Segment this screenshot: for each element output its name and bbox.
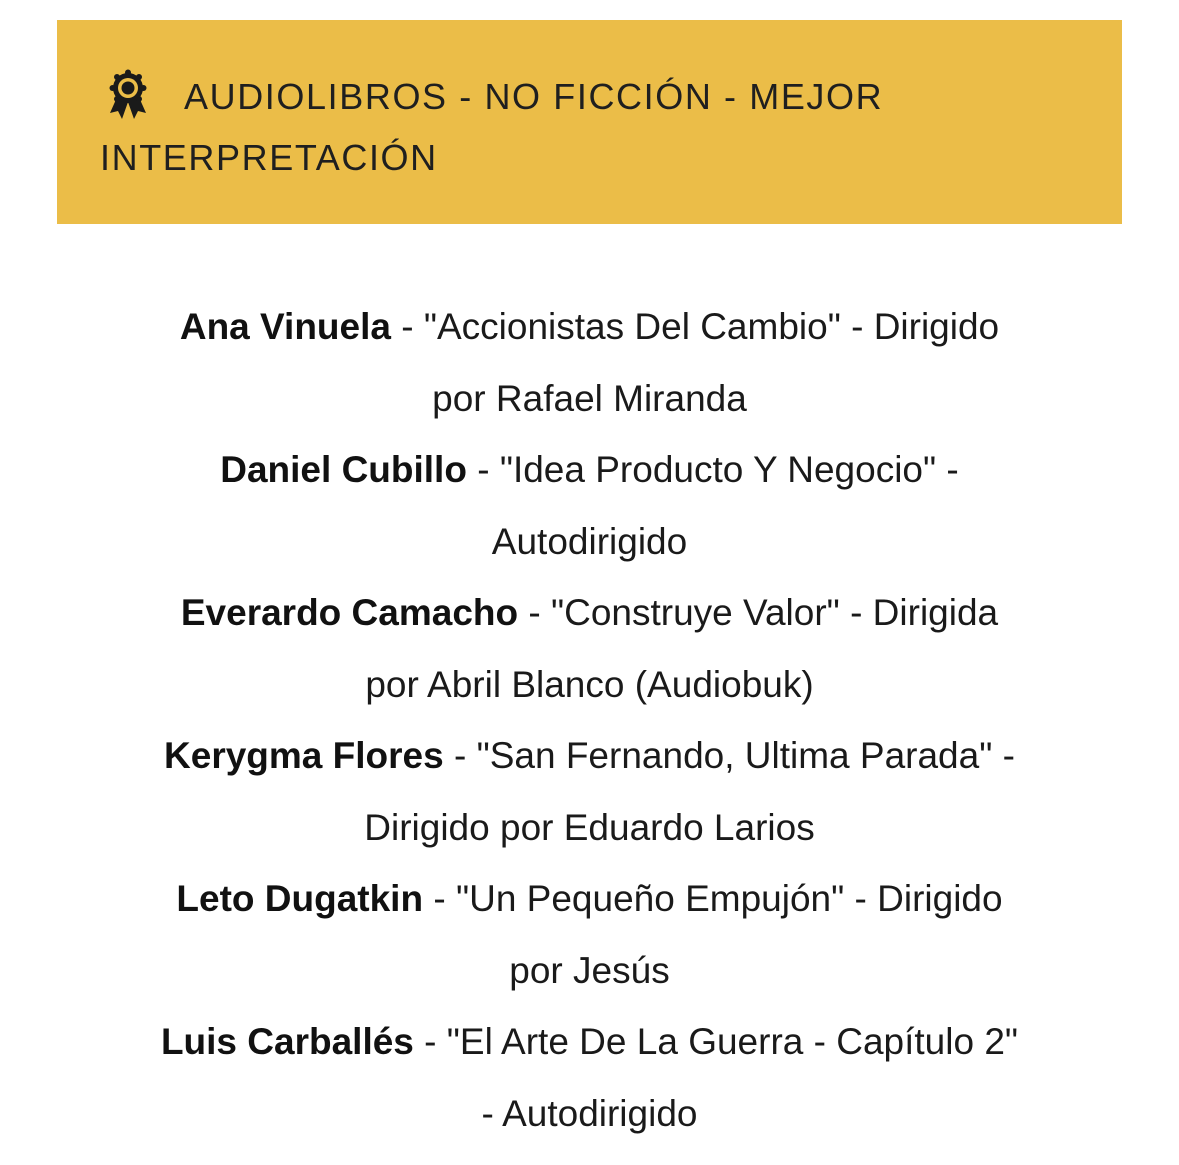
list-item	[160, 434, 1020, 577]
list-item	[160, 291, 1020, 434]
list-item	[160, 720, 1020, 863]
nominee-name: Everardo Camacho	[180, 592, 519, 633]
nominee-details: - "El Arte De La Guerra - Capítulo 2" - Autodirigido	[413, 1021, 1019, 1134]
nominee-details: - "San Fernando, Ultima Parada" - Dirigido por Eduardo Larios	[364, 735, 1015, 848]
nominee-name: Ana Vinuela	[179, 306, 391, 347]
nominee-name: Leto Dugatkin	[176, 878, 424, 919]
nominee-details: - "Construye Valor" - Dirigida por Abril Blanco (Audiobuk)	[365, 592, 999, 705]
nominee-list	[0, 291, 1179, 1149]
nominee-name: Kerygma Flores	[164, 735, 444, 776]
nominee-details: - "Accionistas Del Cambio" - Dirigido por Rafael Miranda	[390, 306, 1000, 419]
nominee-details: - "Idea Producto Y Negocio" - Autodirigido	[466, 449, 959, 562]
nominee-name: Luis Carballés	[160, 1021, 414, 1062]
category-banner	[57, 20, 1122, 224]
list-item	[160, 863, 1020, 1006]
list-item	[160, 1006, 1020, 1149]
nominee-name: Daniel Cubillo	[220, 449, 467, 490]
award-ribbon-icon	[106, 69, 150, 121]
nominee-details: - "Un Pequeño Empujón" - Dirigido por Jesús	[423, 878, 1003, 991]
category-title-text: AUDIOLIBROS - NO FICCIÓN - MEJOR INTERPRETACIÓN	[100, 76, 884, 178]
category-title	[100, 66, 1082, 188]
list-item	[160, 577, 1020, 720]
